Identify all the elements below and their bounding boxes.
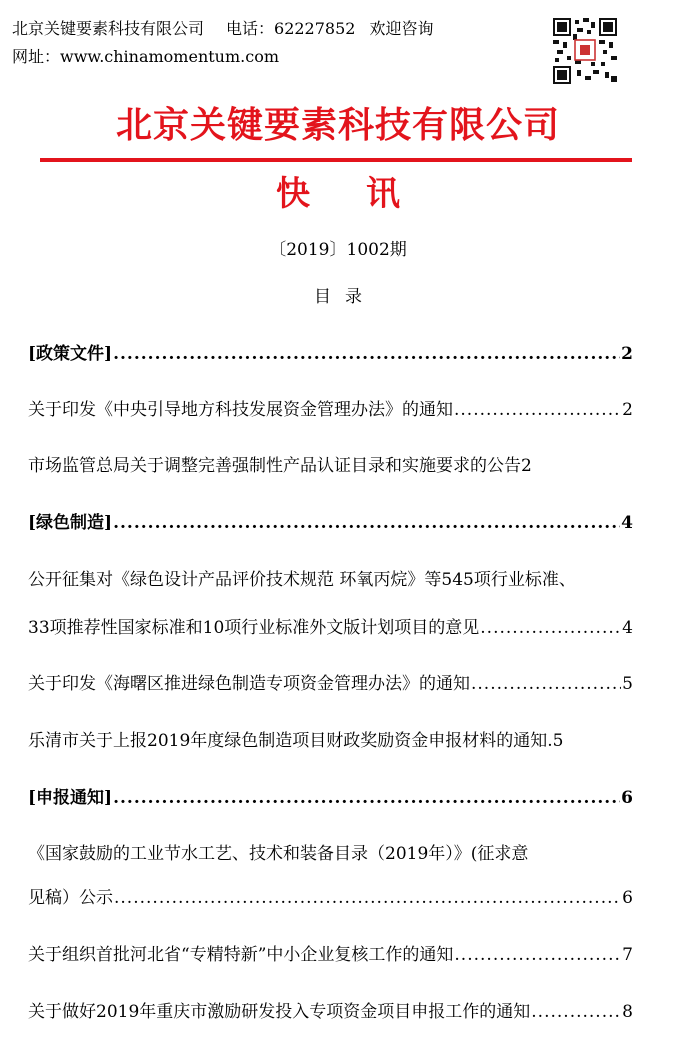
toc-item[interactable] bbox=[28, 669, 633, 699]
toc-label: 关于组织首批河北省“专精特新”中小企业复核工作的通知 bbox=[28, 945, 454, 965]
toc-label: 乐清市关于上报2019年度绿色制造项目财政奖励资金申报材料的通知 bbox=[28, 731, 548, 751]
toc-label: 见稿）公示 bbox=[28, 888, 113, 908]
toc-page: 2 bbox=[621, 344, 633, 364]
toc-label: 关于印发《海曙区推进绿色制造专项资金管理办法》的通知 bbox=[28, 674, 470, 694]
toc-page: 8 bbox=[622, 1002, 633, 1022]
toc-label: [绿色制造] bbox=[28, 513, 113, 533]
header-website[interactable]: 网址：www.chinamomentum.com bbox=[12, 47, 280, 66]
header-consult: 欢迎咨询 bbox=[369, 19, 434, 38]
toc-page: 7 bbox=[622, 945, 633, 965]
toc-page: .5 bbox=[547, 731, 564, 751]
toc-page: 5 bbox=[622, 674, 633, 694]
qr-code-icon bbox=[553, 18, 617, 84]
newsletter-title: 快讯 bbox=[276, 174, 456, 214]
toc-item[interactable] bbox=[28, 726, 633, 756]
toc-page: 6 bbox=[621, 788, 633, 808]
toc-item[interactable] bbox=[28, 395, 633, 425]
toc-label: 关于印发《中央引导地方科技发展资金管理办法》的通知 bbox=[28, 400, 453, 420]
toc-page: 6 bbox=[622, 888, 633, 908]
toc-item[interactable] bbox=[28, 940, 633, 970]
company-title: 北京关键要素科技有限公司 bbox=[115, 104, 560, 146]
toc-label: [政策文件] bbox=[28, 344, 113, 364]
toc-label: [申报通知] bbox=[28, 788, 113, 808]
toc-section-application[interactable] bbox=[28, 783, 633, 813]
issue-number: 〔2019〕1002期 bbox=[269, 240, 407, 260]
toc-page: 4 bbox=[621, 513, 633, 533]
toc-item[interactable] bbox=[28, 883, 633, 913]
toc-item[interactable] bbox=[28, 451, 633, 481]
toc-label: 33项推荐性国家标准和10项行业标准外文版计划项目的意见 bbox=[28, 618, 480, 638]
toc-item-line1[interactable]: 《国家鼓励的工业节水工艺、技术和装备目录（2019年）》(征求意 bbox=[28, 844, 529, 864]
toc-section-green[interactable] bbox=[28, 508, 633, 538]
toc-section-policy[interactable] bbox=[28, 339, 633, 369]
toc-page: 4 bbox=[622, 618, 633, 638]
toc-heading: 目录 bbox=[314, 287, 376, 307]
toc-item-line1[interactable]: 公开征集对《绿色设计产品评价技术规范 环氧丙烷》等545项行业标准、 bbox=[28, 570, 576, 590]
toc-item[interactable] bbox=[28, 613, 633, 643]
toc-page: 2 bbox=[521, 456, 532, 476]
toc-item[interactable] bbox=[28, 997, 633, 1027]
toc-label: 市场监管总局关于调整完善强制性产品认证目录和实施要求的公告 bbox=[28, 456, 521, 476]
header-company: 北京关键要素科技有限公司 bbox=[12, 19, 205, 38]
header-phone: 电话：62227852 bbox=[226, 19, 356, 38]
red-divider bbox=[40, 158, 632, 162]
toc-page: 2 bbox=[622, 400, 633, 420]
header-line-1 bbox=[12, 18, 433, 40]
toc-label: 关于做好2019年重庆市激励研发投入专项资金项目申报工作的通知 bbox=[28, 1002, 531, 1022]
